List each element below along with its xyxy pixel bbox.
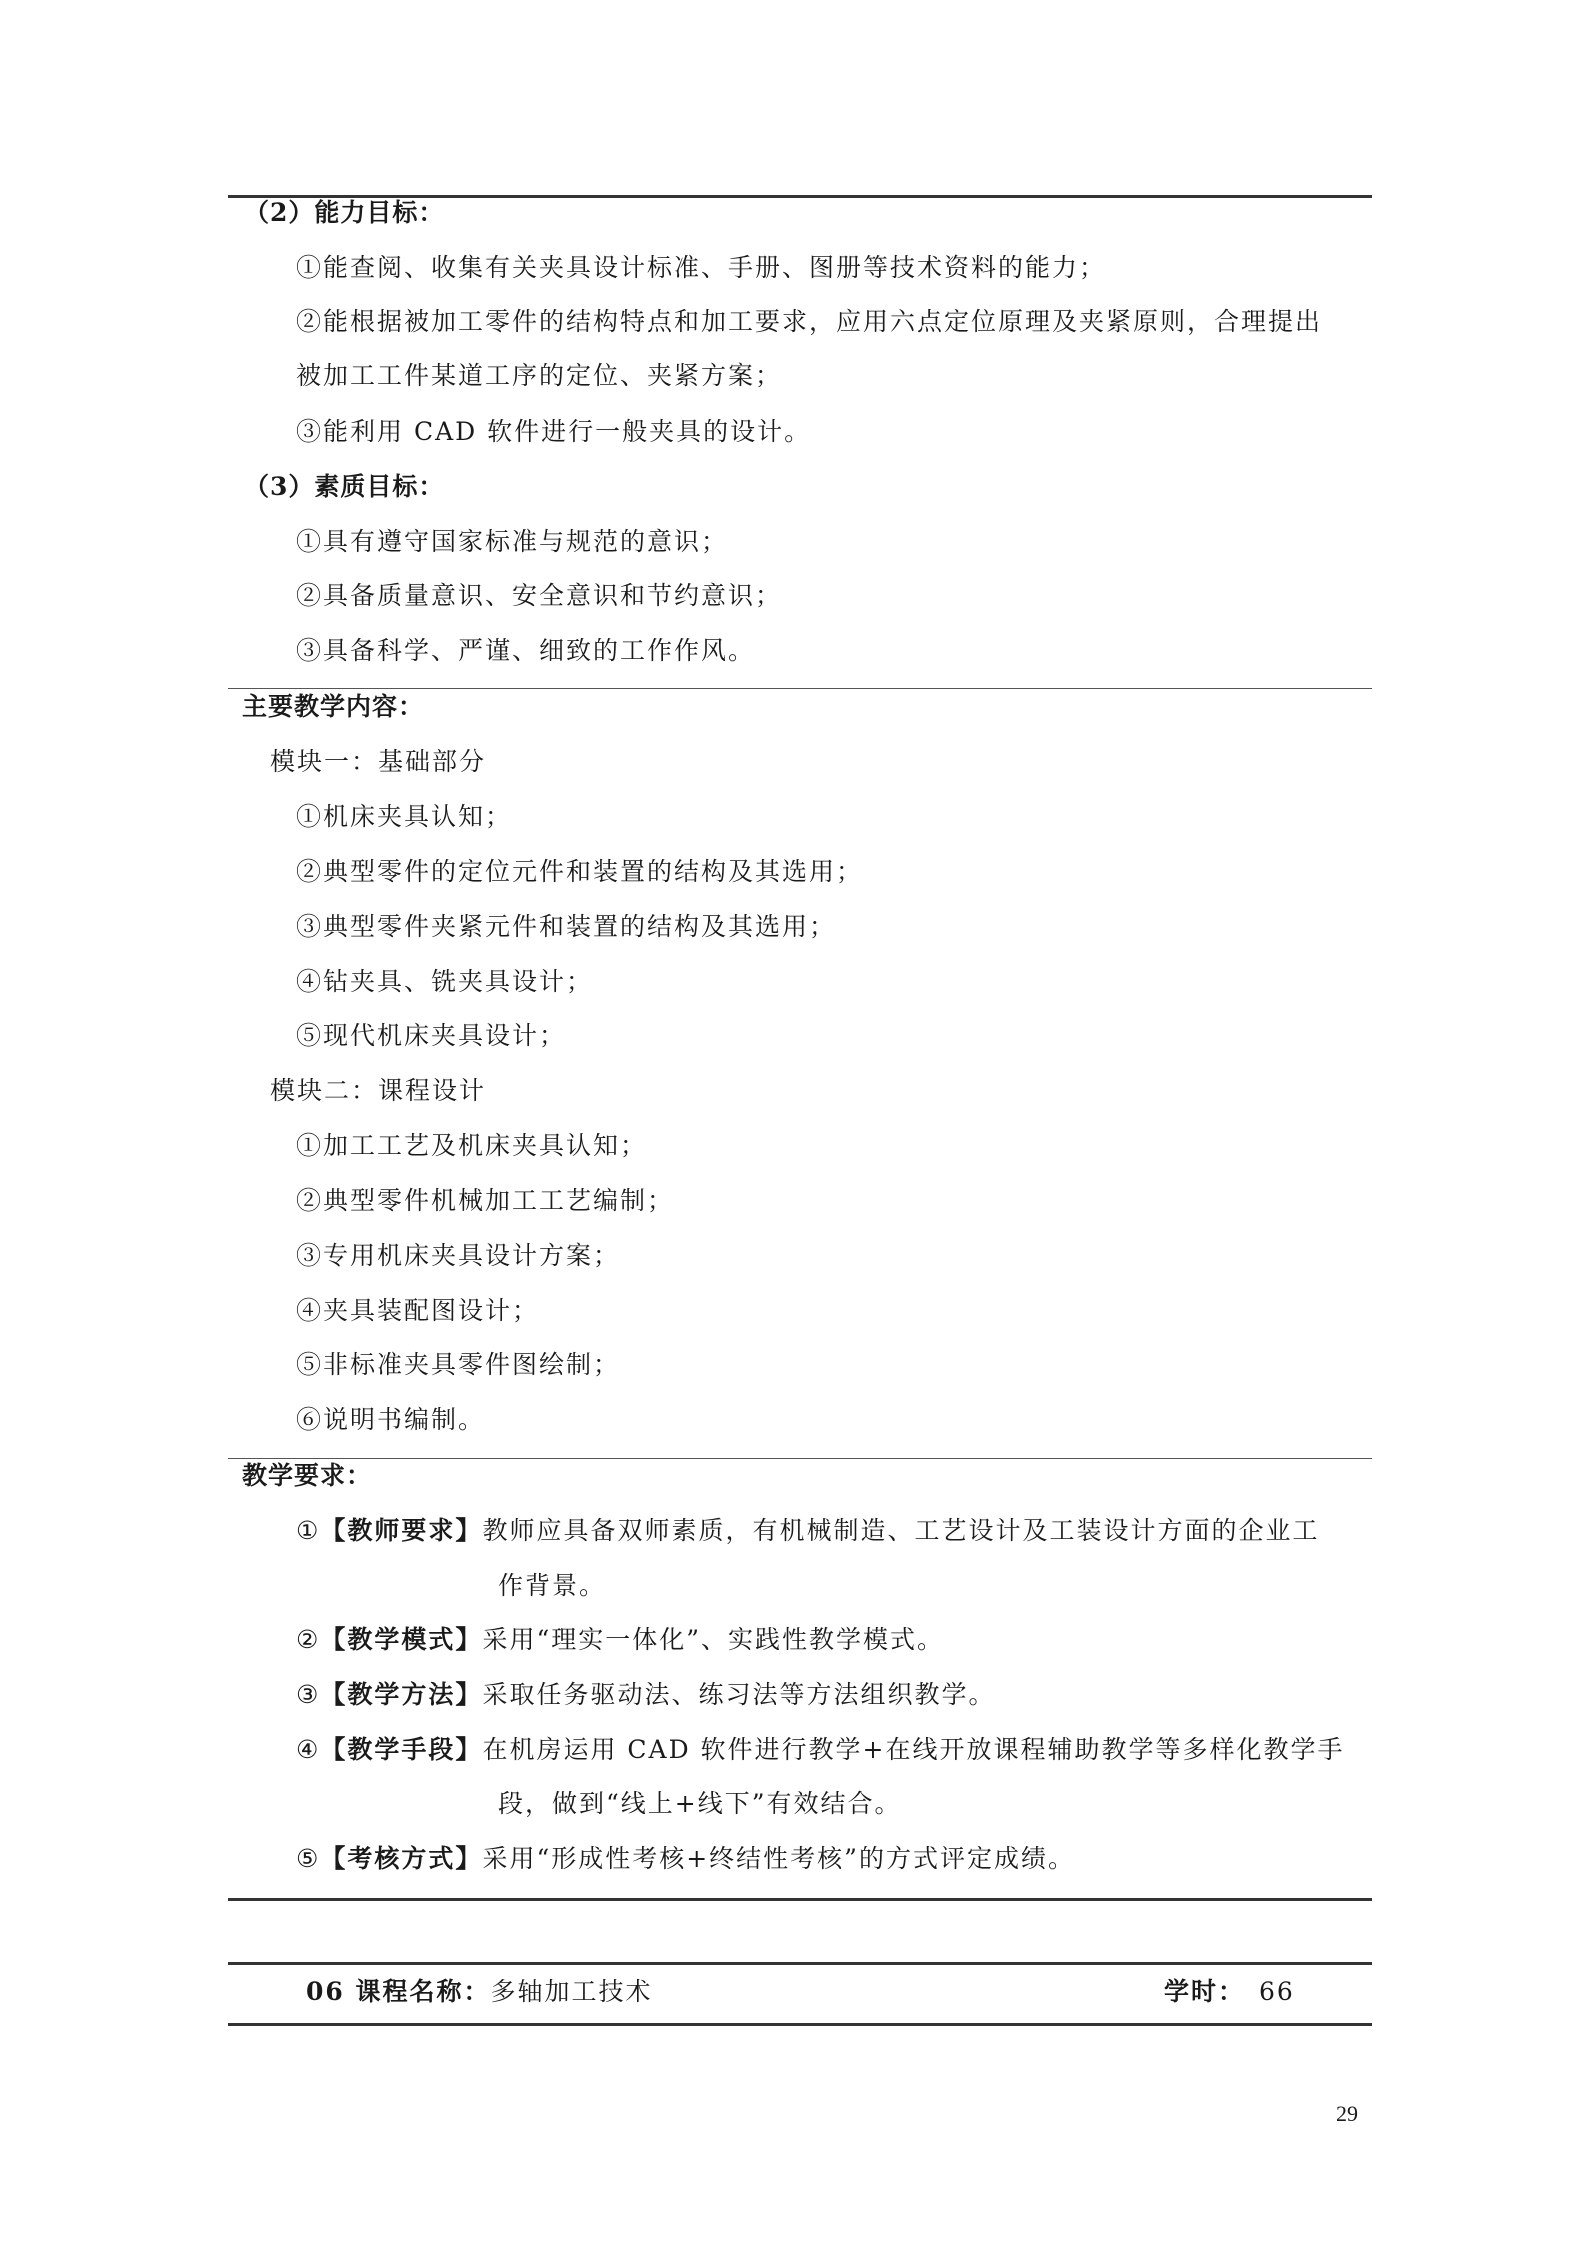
- ability-goals-heading: （2）能力目标：: [244, 198, 445, 227]
- module-item: ③专用机床夹具设计方案；: [296, 1241, 621, 1270]
- module-item: ⑤非标准夹具零件图绘制；: [296, 1350, 621, 1379]
- requirement-text-continued: 段，做到“线上+线下”有效结合。: [498, 1789, 902, 1818]
- ability-item: ③能利用 CAD 软件进行一般夹具的设计。: [296, 417, 812, 446]
- requirement-text: 采用“理实一体化”、实践性教学模式。: [482, 1625, 945, 1654]
- requirement-label: 【教学方法】: [320, 1680, 483, 1709]
- requirement-item: [296, 1733, 1345, 1767]
- requirement-item: [296, 1623, 944, 1657]
- requirement-text: 采取任务驱动法、练习法等方法组织教学。: [482, 1680, 996, 1709]
- requirement-number: ①: [296, 1516, 321, 1545]
- ability-item-continued: 被加工工件某道工序的定位、夹紧方案；: [296, 361, 783, 390]
- course-header-top-rule: [228, 1962, 1372, 1965]
- course-label: 06 课程名称：: [306, 1977, 491, 2006]
- section-divider: [228, 688, 1372, 689]
- quality-goals-heading: （3）素质目标：: [244, 472, 445, 501]
- requirement-label: 【教学手段】: [320, 1735, 483, 1764]
- module-item: ②典型零件的定位元件和装置的结构及其选用；: [296, 857, 864, 886]
- quality-item: ③具备科学、严谨、细致的工作作风。: [296, 636, 756, 665]
- requirement-number: ③: [296, 1680, 321, 1709]
- requirement-number: ②: [296, 1625, 321, 1654]
- course-title-row: [306, 1975, 653, 2009]
- requirement-label: 【教师要求】: [320, 1516, 483, 1545]
- course-hours: [1164, 1975, 1295, 2009]
- module-item: ②典型零件机械加工工艺编制；: [296, 1186, 675, 1215]
- course-header-bottom-rule: [228, 2023, 1372, 2026]
- requirement-text: 教师应具备双师素质，有机械制造、工艺设计及工装设计方面的企业工: [482, 1516, 1320, 1545]
- hours-value: 66: [1259, 1977, 1295, 2006]
- table-bottom-rule: [228, 1898, 1372, 1901]
- requirement-item: [296, 1514, 1319, 1548]
- quality-item: ①具有遵守国家标准与规范的意识；: [296, 527, 729, 556]
- requirement-text: 在机房运用 CAD 软件进行教学+在线开放课程辅助教学等多样化教学手: [482, 1735, 1345, 1764]
- requirement-number: ④: [296, 1735, 321, 1764]
- module-title: 模块一：基础部分: [270, 747, 487, 776]
- content-heading: 主要教学内容：: [242, 692, 425, 721]
- module-item: ④钻夹具、铣夹具设计；: [296, 967, 594, 996]
- module-item: ⑥说明书编制。: [296, 1405, 486, 1434]
- requirement-number: ⑤: [296, 1844, 321, 1873]
- course-name: 多轴加工技术: [490, 1977, 653, 2006]
- module-item: ①机床夹具认知；: [296, 802, 513, 831]
- requirements-heading: 教学要求：: [242, 1461, 373, 1490]
- section-divider: [228, 1458, 1372, 1459]
- ability-item: ②能根据被加工零件的结构特点和加工要求，应用六点定位原理及夹紧原则，合理提出: [296, 307, 1323, 336]
- ability-item: ①能查阅、收集有关夹具设计标准、手册、图册等技术资料的能力；: [296, 253, 1107, 282]
- module-item: ⑤现代机床夹具设计；: [296, 1021, 567, 1050]
- requirement-item: [296, 1842, 1075, 1876]
- requirement-item: [296, 1678, 995, 1712]
- requirement-label: 【教学模式】: [320, 1625, 483, 1654]
- requirement-label: 【考核方式】: [320, 1844, 483, 1873]
- page-number: 29: [1336, 2101, 1358, 2126]
- module-item: ③典型零件夹紧元件和装置的结构及其选用；: [296, 912, 837, 941]
- module-item: ①加工工艺及机床夹具认知；: [296, 1131, 648, 1160]
- module-title: 模块二：课程设计: [270, 1076, 487, 1105]
- quality-item: ②具备质量意识、安全意识和节约意识；: [296, 581, 783, 610]
- module-item: ④夹具装配图设计；: [296, 1296, 540, 1325]
- requirement-text-continued: 作背景。: [498, 1571, 607, 1600]
- requirement-text: 采用“形成性考核+终结性考核”的方式评定成绩。: [482, 1844, 1075, 1873]
- hours-label: 学时：: [1164, 1977, 1246, 2006]
